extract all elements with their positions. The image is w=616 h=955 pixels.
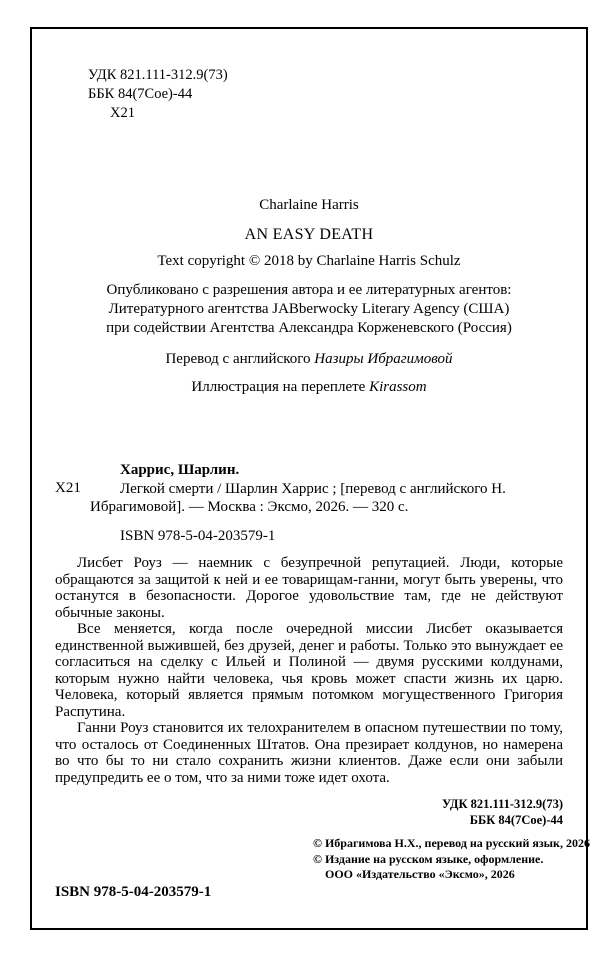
top-codes-block bbox=[88, 66, 228, 123]
copyright-imprint-block bbox=[313, 836, 590, 883]
bottom-codes-block bbox=[55, 796, 563, 828]
catalog-author: Харрис, Шарлин. bbox=[120, 462, 240, 478]
isbn-imprint: ISBN 978-5-04-203579-1 bbox=[55, 884, 212, 900]
annotation-paragraph: Все меняется, когда после очередной миссии Лисбет оказывается единственной выжившей, без друзей, денег и работы. Только это вынуждает ее согласиться на сделку с Ильей и Полиной — двумя русскими колдунами, которым нужно найти человека, чья кровь может спасти жизнь их царю. Человека, который является прямым потомком могущественного Григория Распутина. bbox=[55, 621, 563, 720]
annotation-paragraph: Ганни Роуз становится их телохранителем в опасном путешествии по тому, что осталось от Соединенных Штатов. Она презирает колдунов, но намерена во что бы то ни стало сохранить жизни клиентов. Даже если они забыли предупредить ее о том, что за ними тоже идет охота. bbox=[55, 720, 563, 786]
translation-credit bbox=[32, 350, 586, 369]
catalog-description: Легкой смерти / Шарлин Харрис ; [перевод с английского Н. Ибрагимовой]. — Москва : Эксмо, 2026. — 320 с. bbox=[90, 481, 506, 515]
publication-line-1: Опубликовано с разрешения автора и ее литературных агентов: bbox=[106, 282, 512, 298]
original-author: Charlaine Harris bbox=[259, 197, 359, 213]
bbk-top: ББК 84(7Сое)-44 bbox=[88, 86, 193, 102]
catalog-entry bbox=[55, 480, 563, 516]
copyright-line-translator: © Ибрагимова Н.Х., перевод на русский язык, 2026 bbox=[313, 836, 590, 850]
catalog-annotation-block bbox=[55, 462, 563, 828]
udk-bottom: УДК 821.111-312.9(73) bbox=[441, 797, 563, 811]
illustration-credit bbox=[32, 378, 586, 397]
original-copyright: Text copyright © 2018 by Charlaine Harris Schulz bbox=[157, 253, 461, 269]
copyright-line-publisher: ООО «Издательство «Эксмо», 2026 bbox=[325, 867, 515, 881]
original-title: AN EASY DEATH bbox=[244, 226, 374, 243]
illustration-credit-prefix: Иллюстрация на переплете bbox=[191, 379, 370, 395]
annotation-paragraph: Лисбет Роуз — наемник с безупречной репутацией. Люди, которые обращаются за защитой к ней и ее товарищам-ганни, могут быть уверены, что останутся в безопасности. Дорогое удовольствие там, где не действуют обычные законы. bbox=[55, 555, 563, 621]
annotation-block bbox=[55, 555, 563, 786]
publication-line-3: при содействии Агентства Александра Корженевского (Россия) bbox=[106, 320, 512, 336]
copyright-line-edition: © Издание на русском языке, оформление. bbox=[313, 851, 544, 866]
author-code-top: Х21 bbox=[110, 105, 135, 121]
publication-permission bbox=[32, 281, 586, 338]
publication-line-2: Литературного агентства JABberwocky Literary Agency (США) bbox=[108, 301, 510, 317]
author-code-margin: Х21 bbox=[55, 480, 81, 496]
title-credits-block bbox=[32, 196, 586, 406]
bbk-bottom: ББК 84(7Сое)-44 bbox=[469, 813, 563, 827]
translator-name: Назиры Ибрагимовой bbox=[314, 351, 453, 367]
isbn-catalog: ISBN 978-5-04-203579-1 bbox=[120, 528, 276, 544]
illustrator-name: Kirassom bbox=[369, 379, 427, 395]
udk-top: УДК 821.111-312.9(73) bbox=[88, 67, 228, 83]
translation-credit-prefix: Перевод с английского bbox=[165, 351, 315, 367]
